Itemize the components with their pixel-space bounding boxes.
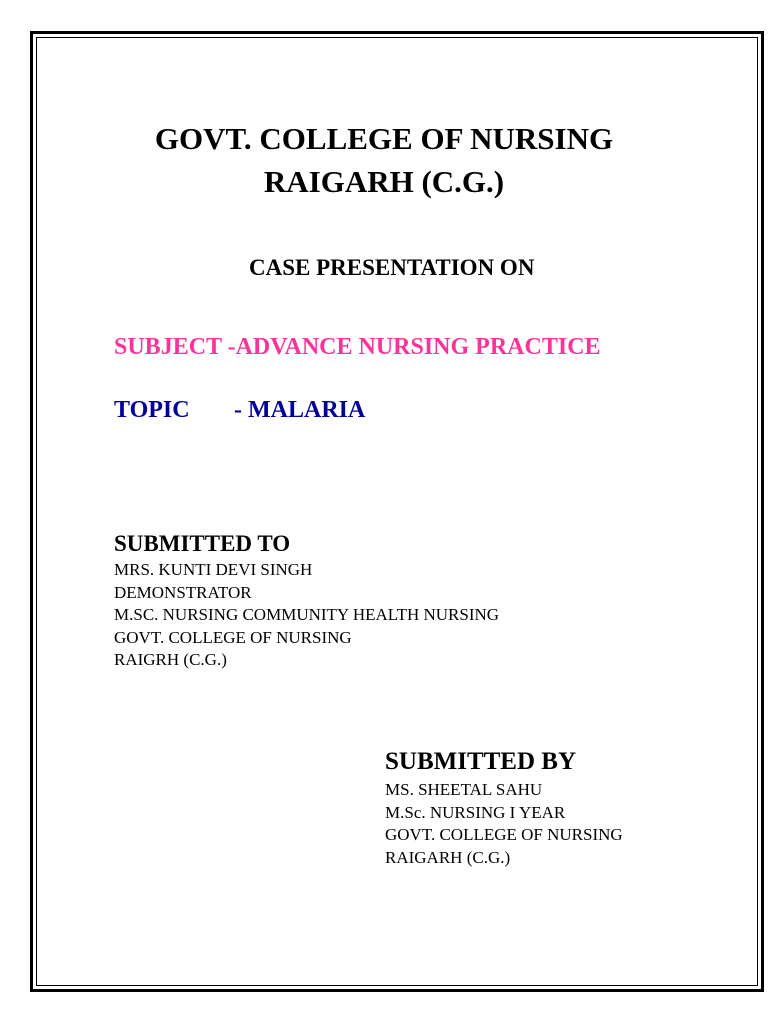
submitted-by-line: RAIGARH (C.G.) [385, 847, 511, 867]
submitted-by-details [385, 779, 623, 869]
submitted-by-heading: SUBMITTED BY [385, 748, 577, 775]
subject-line: SUBJECT -ADVANCE NURSING PRACTICE [114, 334, 601, 360]
submitted-to-line: GOVT. COLLEGE OF NURSING [114, 627, 352, 647]
college-location: RAIGARH (C.G.) [263, 164, 505, 199]
topic-value: - MALARIA [234, 397, 366, 423]
submitted-to-line: MRS. KUNTI DEVI SINGH [114, 560, 313, 579]
submitted-by-line: GOVT. COLLEGE OF NURSING [385, 825, 623, 844]
topic-line [114, 397, 365, 424]
topic-label: TOPIC [114, 397, 190, 423]
submitted-to-heading: SUBMITTED TO [114, 531, 291, 556]
case-presentation-heading: CASE PRESENTATION ON [249, 255, 535, 280]
submitted-to-details [114, 559, 499, 672]
submitted-to-line: DEMONSTRATOR [114, 582, 252, 602]
college-name: GOVT. COLLEGE OF NURSING [154, 121, 614, 156]
submitted-by-line: MS. SHEETAL SAHU [385, 780, 543, 799]
submitted-by-line: M.Sc. NURSING I YEAR [385, 802, 566, 822]
submitted-to-line: RAIGRH (C.G.) [114, 650, 227, 669]
submitted-to-line: M.SC. NURSING COMMUNITY HEALTH NURSING [114, 605, 500, 624]
